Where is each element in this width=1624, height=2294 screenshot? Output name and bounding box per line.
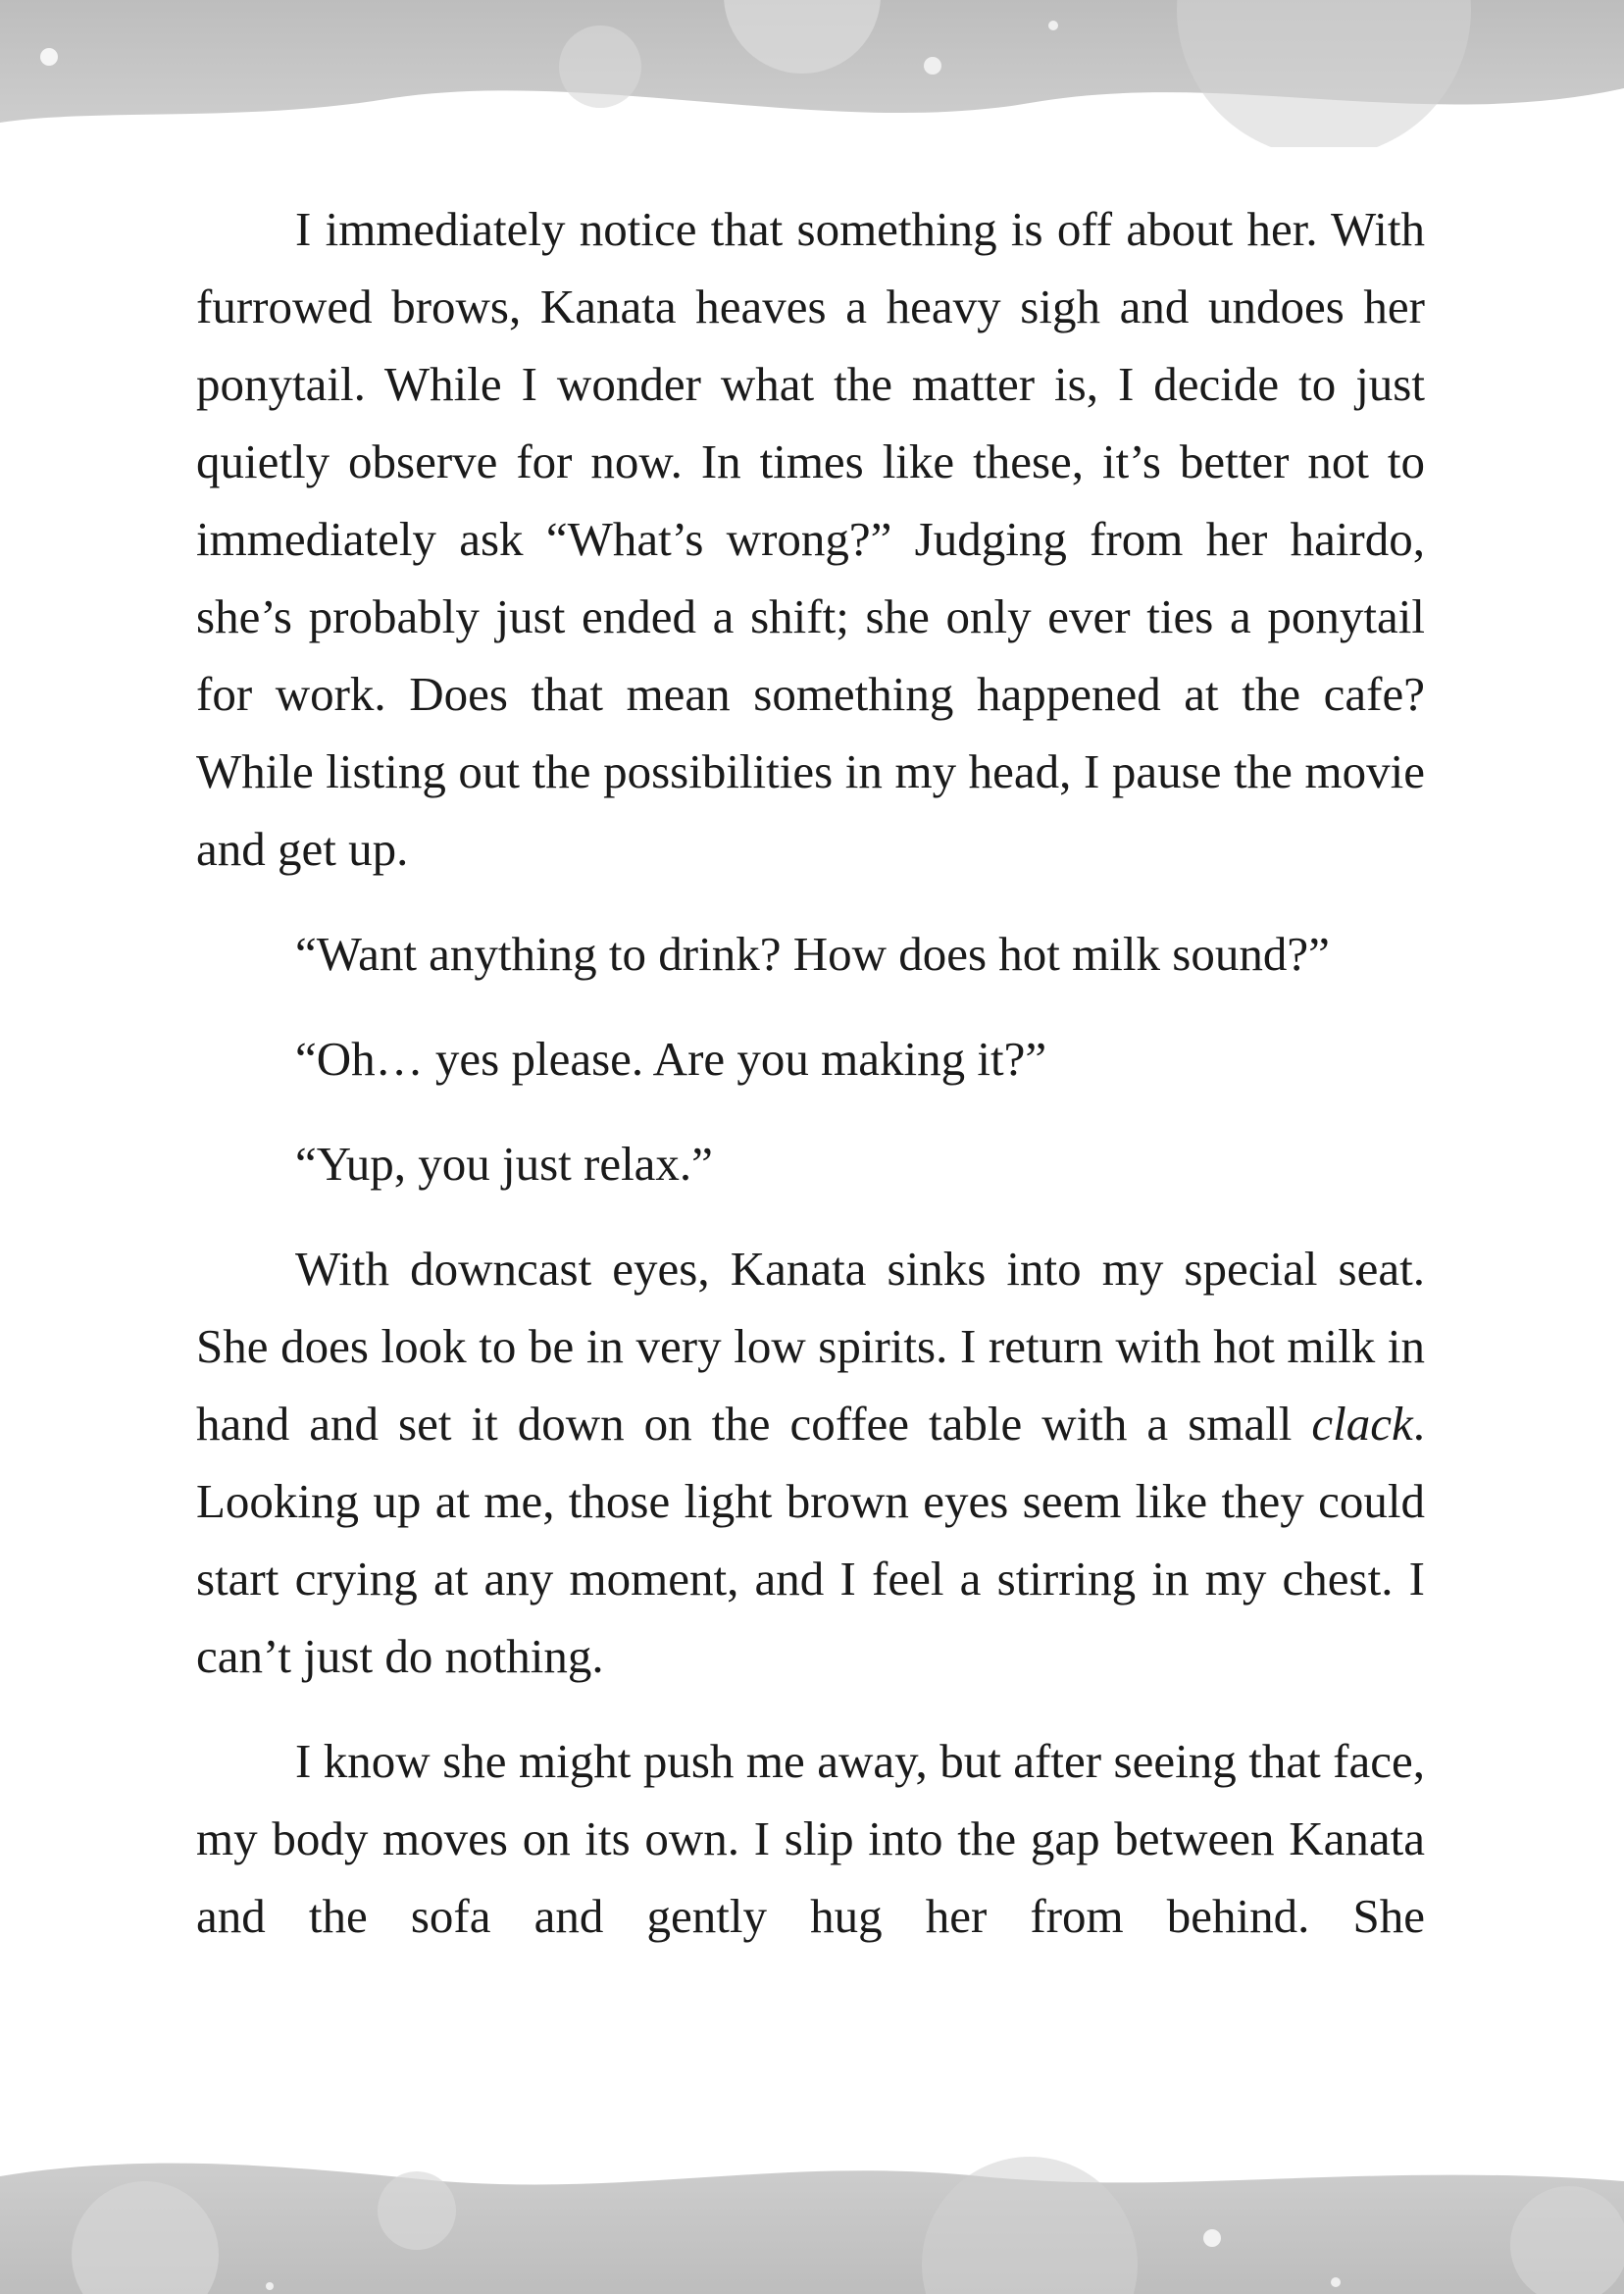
top-decorative-band	[0, 0, 1624, 147]
bottom-decorative-band	[0, 2137, 1624, 2294]
paragraph	[196, 1230, 1425, 1695]
italic-word: clack	[1311, 1397, 1413, 1451]
paragraph: I immediately notice that something is off about her. With furrowed brows, Kanata heaves a heavy sigh and undoes her ponytail. While I wonder what the matter is, I decide to just quietly observe for now. In times like these, it’s better not to immediately ask “What’s wrong?” Judging from her hairdo, she’s probably just ended a shift; she only ever ties a ponytail for work. Does that mean something happened at the cafe? While listing out the possibilities in my head, I pause the movie and get up.	[196, 202, 1425, 876]
dialogue-line: “Yup, you just relax.”	[295, 1137, 713, 1191]
dialogue-line: “Oh… yes please. Are you making it?”	[295, 1032, 1047, 1086]
paragraph: I know she might push me away, but after seeing that face, my body moves on its own. I slip into the gap between Kanata and the sofa and gently hug her from behind. She	[196, 1734, 1425, 1943]
text-run: . Looking up at me, those light brown eyes seem like they could start crying at any moment, and I feel a stirring in my chest. I can’t just do nothing.	[196, 1397, 1425, 1683]
dialogue-line: “Want anything to drink? How does hot milk sound?”	[295, 927, 1330, 981]
body-text	[196, 190, 1425, 1982]
text-run: With downcast eyes, Kanata sinks into my special seat. She does look to be in very low spirits. I return with hot milk in hand and set it down on the coffee table with a small	[196, 1242, 1425, 1451]
